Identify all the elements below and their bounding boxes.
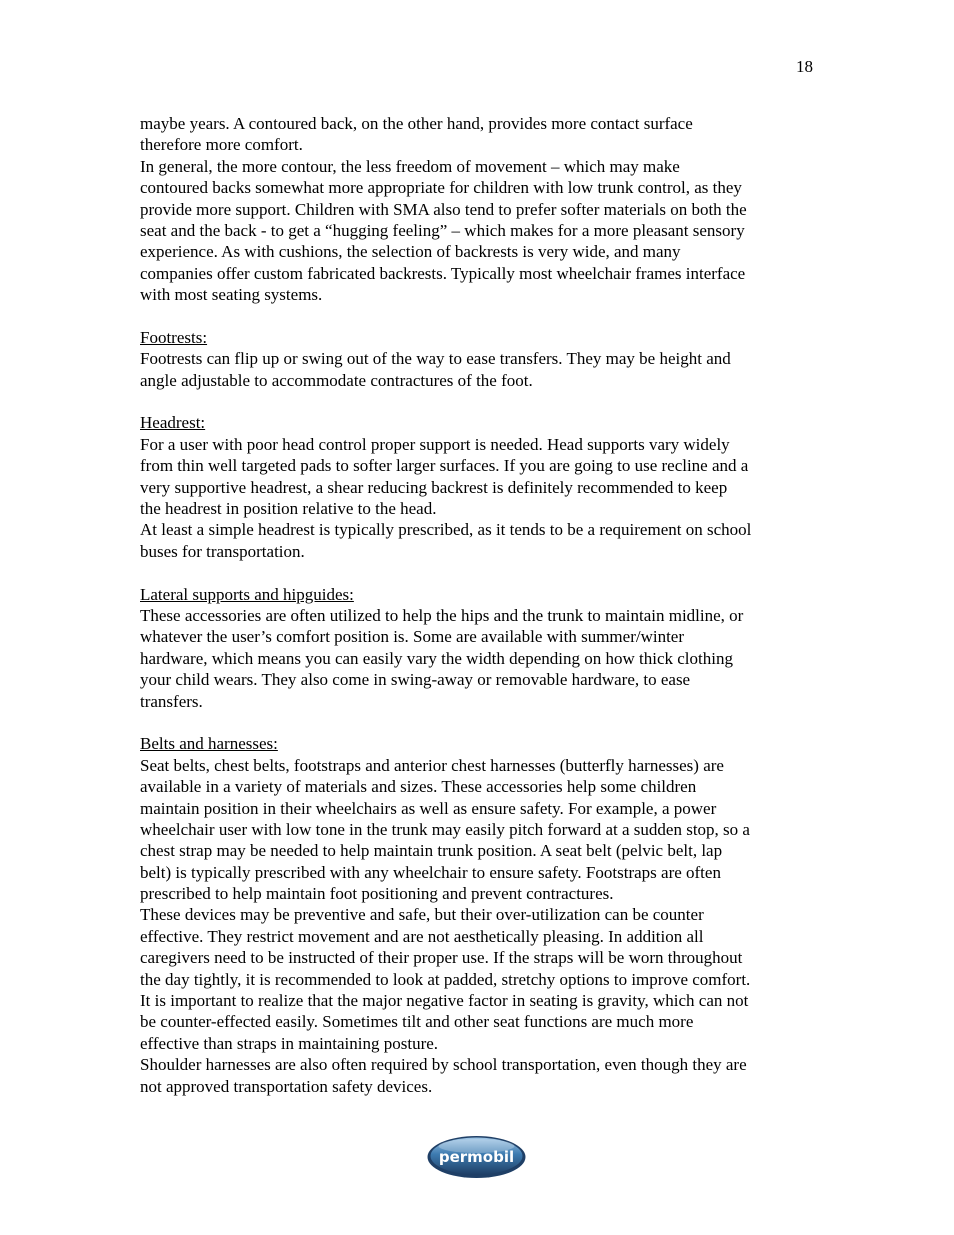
text-line: the day tightly, it is recommended to look at padded, stretchy options to improve comfort. (140, 969, 751, 989)
text-line: contoured backs somewhat more appropriate for children with low trunk control, as they (140, 178, 742, 198)
text-line: Footrests can flip up or swing out of the way to ease transfers. They may be height and (140, 349, 731, 369)
text-line: hardware, which means you can easily vary the width depending on how thick clothing (140, 648, 733, 668)
text-line: belt) is typically prescribed with any wheelchair to ensure safety. Footstraps are often (140, 862, 721, 882)
text-line: from thin well targeted pads to softer larger surfaces. If you are going to use recline and a (140, 456, 749, 476)
text-line: chest strap may be needed to help maintain trunk position. A seat belt (pelvic belt, lap (140, 841, 723, 861)
section-gap (140, 306, 820, 327)
text-line: with most seating systems. (140, 285, 323, 305)
text-line: At least a simple headrest is typically prescribed, as it tends to be a requirement on school (140, 520, 752, 540)
text-line: provide more support. Children with SMA also tend to prefer softer materials on both the (140, 199, 747, 219)
text-line: be counter-effected easily. Sometimes tilt and other seat functions are much more (140, 1012, 694, 1032)
text-line: These devices may be preventive and safe, but their over-utilization can be counter (140, 905, 704, 925)
section-gap (140, 391, 820, 412)
text-line: effective. They restrict movement and are not aesthetically pleasing. In addition all (140, 926, 704, 946)
text-line: prescribed to help maintain foot positioning and prevent contractures. (140, 884, 614, 904)
text-line: transfers. (140, 691, 203, 711)
text-line: It is important to realize that the major negative factor in seating is gravity, which can not (140, 991, 749, 1011)
text-line: buses for transportation. (140, 541, 305, 561)
document-body (140, 113, 820, 1097)
text-line: companies offer custom fabricated backrests. Typically most wheelchair frames interface (140, 263, 746, 283)
text-line: available in a variety of materials and sizes. These accessories help some children (140, 777, 697, 797)
text-line: your child wears. They also come in swing-away or removable hardware, to ease (140, 670, 691, 690)
section-gap (140, 712, 820, 733)
section-heading: Headrest: (140, 413, 206, 433)
text-line: therefore more comfort. (140, 135, 303, 155)
svg-text:permobil: permobil (438, 1148, 515, 1166)
text-line: angle adjustable to accommodate contractures of the foot. (140, 370, 533, 390)
text-line: maybe years. A contoured back, on the other hand, provides more contact surface (140, 114, 693, 133)
text-line: experience. As with cushions, the selection of backrests is very wide, and many (140, 242, 681, 262)
section-heading: Lateral supports and hipguides: (140, 584, 354, 604)
text-line: the headrest in position relative to the head. (140, 499, 437, 519)
permobil-logo (426, 1133, 527, 1180)
section-heading: Footrests: (140, 327, 208, 347)
text-line: Shoulder harnesses are also often required by school transportation, even though they are (140, 1055, 747, 1075)
text-line: Seat belts, chest belts, footstraps and anterior chest harnesses (butterfly harnesses) are (140, 755, 724, 775)
text-line: In general, the more contour, the less freedom of movement – which may make (140, 156, 680, 176)
text-line: wheelchair user with low tone in the trunk may easily pitch forward at a sudden stop, so a (140, 819, 750, 839)
text-line: not approved transportation safety devices. (140, 1076, 433, 1096)
text-line: maintain position in their wheelchairs as well as ensure safety. For example, a power (140, 798, 717, 818)
text-line: whatever the user’s comfort position is. Some are available with summer/winter (140, 627, 685, 647)
text-line: These accessories are often utilized to help the hips and the trunk to maintain midline, or (140, 605, 744, 625)
text-line: effective than straps in maintaining posture. (140, 1033, 439, 1053)
text-line: caregivers need to be instructed of their proper use. If the straps will be worn throughout (140, 948, 743, 968)
text-line: very supportive headrest, a shear reducing backrest is definitely recommended to keep (140, 477, 728, 497)
section-heading: Belts and harnesses: (140, 734, 278, 754)
text-line: seat and the back - to get a “hugging feeling” – which makes for a more pleasant sensory (140, 220, 745, 240)
section-gap (140, 562, 820, 583)
text-line: For a user with poor head control proper support is needed. Head supports vary widely (140, 434, 730, 454)
page-number: 18 (796, 57, 813, 76)
